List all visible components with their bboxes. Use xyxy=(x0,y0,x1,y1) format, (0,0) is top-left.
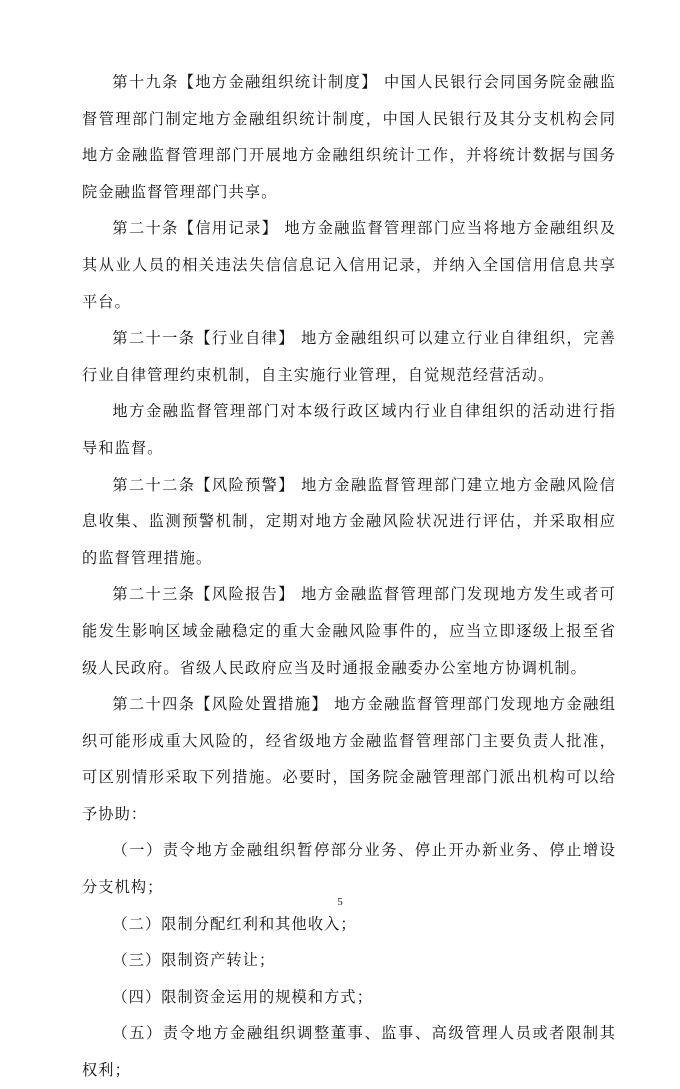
article-text: 地方金融监督管理部门应当将地方金融组织及其从业人员的相关违法失信信息记入信用记录，并纳入全国信用信息共享平台。 xyxy=(82,219,616,311)
list-item-text: （一）责令地方金融组织暂停部分业务、停止开办新业务、停止增设分支机构； xyxy=(82,841,616,897)
paragraph-text: 地方金融监督管理部门对本级行政区域内行业自律组织的活动进行指导和监督。 xyxy=(82,402,616,457)
article-heading: 第十九条【地方金融组织统计制度】 xyxy=(112,73,378,91)
document-body xyxy=(82,64,616,1089)
article-22 xyxy=(82,467,616,577)
page-number: 5 xyxy=(337,896,343,908)
measure-item-1 xyxy=(82,832,616,905)
list-item-text: （二）限制分配红利和其他收入； xyxy=(112,914,357,933)
article-20 xyxy=(82,210,616,320)
article-text: 地方金融组织可以建立行业自律组织，完善行业自律管理约束机制，自主实施行业管理，自觉规范经营活动。 xyxy=(82,329,616,384)
article-24 xyxy=(82,686,616,832)
article-text: 地方金融监督管理部门发现地方发生或者可能发生影响区域金融稳定的重大金融风险事件的，应当立即逐级上报至省级人民政府。省级人民政府应当及时通报金融委办公室地方协调机制。 xyxy=(82,585,616,677)
measure-item-4 xyxy=(82,979,616,1016)
article-heading: 第二十二条【风险预警】 xyxy=(112,475,295,494)
list-item-text: （五）责令地方金融组织调整董事、监事、高级管理人员或者限制其权利； xyxy=(82,1024,616,1080)
article-heading: 第二十一条【行业自律】 xyxy=(112,329,295,348)
article-text: 中国人民银行会同国务院金融监督管理部门制定地方金融组织统计制度，中国人民银行及其分支机构会同地方金融监督管理部门开展地方金融组织统计工作，并将统计数据与国务院金融监督管理部门共享。 xyxy=(82,73,616,201)
list-item-text: （四）限制资金运用的规模和方式； xyxy=(112,987,373,1006)
article-23 xyxy=(82,576,616,686)
article-text: 地方金融监督管理部门发现地方金融组织可能形成重大风险的，经省级地方金融监督管理部门主要负责人批准，可区别情形采取下列措施。必要时，国务院金融管理部门派出机构可以给予协助： xyxy=(82,695,616,823)
article-heading: 第二十条【信用记录】 xyxy=(112,219,279,238)
article-21 xyxy=(82,320,616,393)
article-19 xyxy=(82,64,616,210)
article-heading: 第二十四条【风险处置措施】 xyxy=(112,695,329,714)
article-21-paragraph-2 xyxy=(82,393,616,466)
measure-item-5 xyxy=(82,1015,616,1088)
article-text: 地方金融监督管理部门建立地方金融风险信息收集、监测预警机制，定期对地方金融风险状况进行评估，并采取相应的监督管理措施。 xyxy=(82,475,616,567)
measure-item-2 xyxy=(82,906,616,943)
article-heading: 第二十三条【风险报告】 xyxy=(112,585,295,604)
list-item-text: （三）限制资产转让； xyxy=(112,951,276,970)
